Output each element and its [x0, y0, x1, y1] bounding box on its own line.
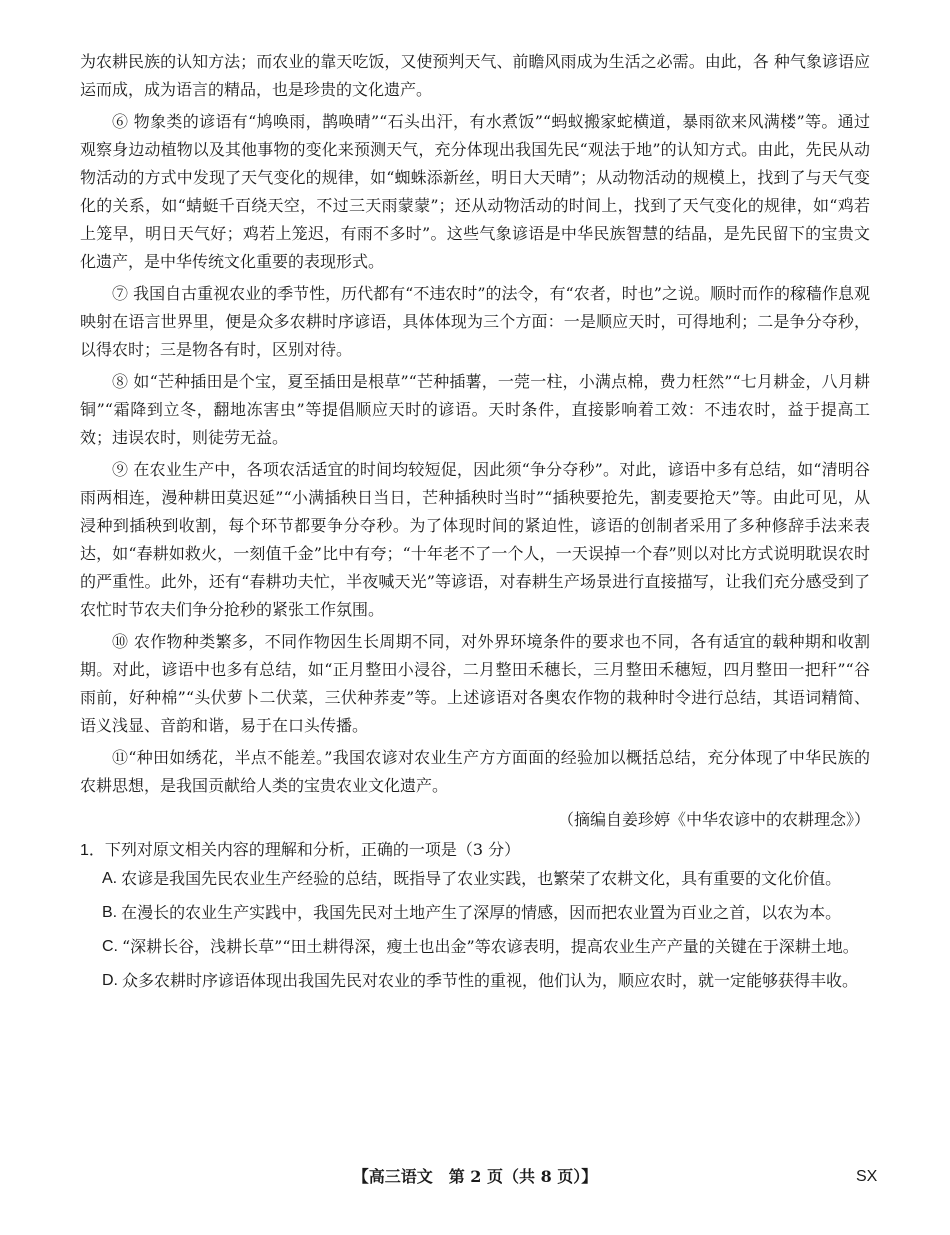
option-text: 农谚是我国先民农业生产经验的总结，既指导了农业实践，也繁荣了农耕文化，具有重要的文化价值。 [121, 869, 842, 888]
option-text: 在漫长的农业生产实践中，我国先民对土地产生了深厚的情感，因而把农业置为百业之首，以农为本。 [121, 903, 842, 922]
paragraph-11: ⑪“种田如绣花，半点不能差。”我国农谚对农业生产方方面面的经验加以概括总结，充分体现了中华民族的农耕思想，是我国贡献给人类的宝贵农业文化遗产。 [80, 748, 870, 795]
paragraph-10: ⑩ 农作物种类繁多，不同作物因生长周期不同，对外界环境条件的要求也不同，各有适宜的载种期和收割期。对此，谚语中也多有总结，如“正月整田小浸谷，二月整田禾穗长，三月整田禾穗短，四月整田一把秆”“谷雨前，好种棉”“头伏萝卜二伏菜，三伏种荞麦”等。上述谚语对各奥农作物的栽种时令进行总结，其语词精简、语义浅显、音韵和谐，易于在口头传播。 [80, 632, 870, 735]
document-body [80, 48, 870, 1001]
option-c [102, 933, 870, 961]
option-letter: D. [102, 972, 118, 989]
source-citation: （摘编自姜珍婷《中华农谚中的农耕理念》） [557, 810, 870, 829]
question-1 [80, 836, 870, 865]
option-d [102, 967, 870, 995]
paragraph-8: ⑧ 如“芒种插田是个宝，夏至插田是根草”“芒种插薯，一莞一柱，小满点棉，费力枉然”“七月耕金，八月耕铜”“霜降到立冬，翻地冻害虫”等提倡顺应天时的谚语。天时条件，直接影响着工效：不违农时，益于提高工效；违误农时，则徒劳无益。 [80, 372, 870, 447]
option-letter: B. [102, 904, 118, 921]
paragraph-9: ⑨ 在农业生产中，各项农活适宜的时间均较短促，因此须“争分夺秒”。对此，谚语中多有总结，如“清明谷雨两相连，漫种耕田莫迟延”“小满插秧日当日，芒种插秧时当时”“插秧要抢先，割麦要抢天”等。由此可见，从浸种到插秧到收割，每个环节都要争分夺秒。为了体现时间的紧迫性，谚语的创制者采用了多种修辞手法来表达，如“春耕如救火，一刻值千金”比中有夸；“十年老不了一个人，一天误掉一个春”则以对比方式说明耽误农时的严重性。此外，还有“春耕功夫忙，半夜喊天光”等谚语，对春耕生产场景进行直接描写，让我们充分感受到了农忙时节农夫们争分抢秒的紧张工作氛围。 [80, 460, 870, 619]
paragraph-7: ⑦ 我国自古重视农业的季节性，历代都有“不违农时”的法令，有“农者，时也”之说。顺时而作的稼穑作息观映射在语言世界里，便是众多农耕时序谚语，具体体现为三个方面：一是顺应天时，可得地利；二是争分夺秒，以得农时；三是物各有时，区别对待。 [80, 284, 870, 359]
page-number-label: 【高三语文 第 2 页（共 8 页）】 [352, 1167, 598, 1186]
option-letter: A. [102, 870, 118, 887]
paragraph-continued: 为农耕民族的认知方法；而农业的靠天吃饭，又使预判天气、前瞻风雨成为生活之必需。由此，各 种气象谚语应运而成，成为语言的精品，也是珍贵的文化遗产。 [80, 52, 870, 99]
option-a [102, 865, 870, 893]
option-letter: C. [102, 938, 118, 955]
option-text: 众多农耕时序谚语体现出我国先民对农业的季节性的重视，他们认为，顺应农时，就一定能够获得丰收。 [122, 971, 859, 990]
exam-code: SX [856, 1168, 878, 1185]
question-number: 1． [80, 842, 105, 859]
paragraph-6: ⑥ 物象类的谚语有“鸠唤雨，鹊唤晴”“石头出汗，有水煮饭”“蚂蚁搬家蛇横道，暴雨欲来风满楼”等。通过观察身边动植物以及其他事物的变化来预测天气，充分体现出我国先民“观法于地”的认知方式。由此，先民从动物活动的方式中发现了天气变化的规律，如“蜘蛛添新丝，明日大天晴”；从动物活动的规模上，找到了与天气变化的关系，如“蜻蜓千百绕天空，不过三天雨蒙蒙”；还从动物活动的时间上，找到了天气变化的规律，如“鸡若上笼早，明日天气好；鸡若上笼迟，有雨不多时”。这些气象谚语是中华民族智慧的结晶，是先民留下的宝贵文化遗产，是中华传统文化重要的表现形式。 [80, 112, 870, 271]
question-stem: 下列对原文相关内容的理解和分析，正确的一项是（3 分） [104, 840, 521, 859]
option-b [102, 899, 870, 927]
option-text: “深耕长谷，浅耕长草”“田土耕得深，瘦土也出金”等农谚表明，提高农业生产产量的关键在于深耕土地。 [122, 937, 859, 956]
